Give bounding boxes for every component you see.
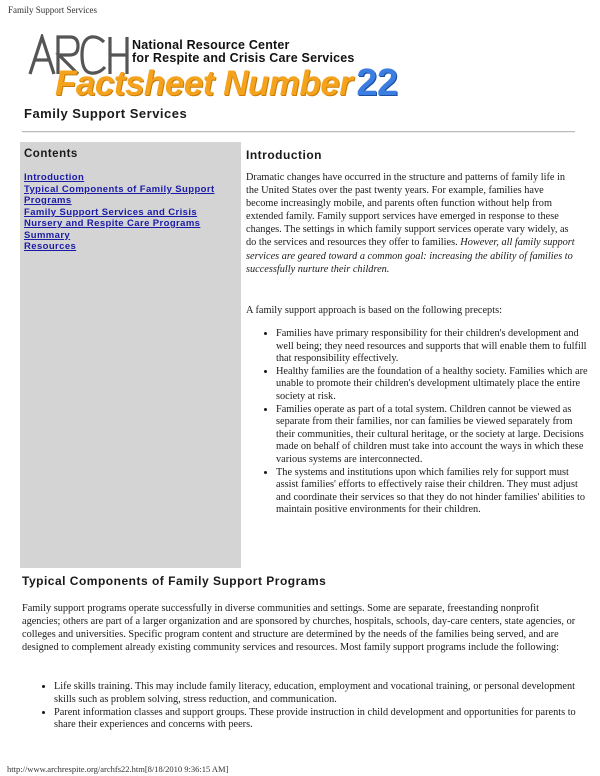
contents-list <box>24 172 236 253</box>
toc-link-typical-components[interactable]: Typical Components of Family Support Programs <box>24 183 215 206</box>
introduction-paragraph <box>246 171 576 276</box>
typical-components-heading: Typical Components of Family Support Programs <box>22 574 327 588</box>
toc-link-introduction[interactable]: Introduction <box>24 172 85 183</box>
toc-item <box>24 184 236 207</box>
components-list <box>40 681 584 732</box>
factsheet-label: Factsheet Number <box>55 64 353 103</box>
footer-url: http://www.archrespite.org/archfs22.htm[8/18/2010 9:36:15 AM] <box>7 764 229 774</box>
toc-link-crisis-nursery[interactable]: Family Support Services and Crisis Nursery and Respite Care Programs <box>24 206 201 229</box>
toc-item <box>24 241 236 253</box>
introduction-emphasis: However, all family support services are geared toward a common goal: increasing the ability of families to successfully nurture their children. <box>246 237 575 275</box>
org-name-line2: for Respite and Crisis Care Services <box>132 51 355 65</box>
factsheet-number: 22 <box>356 62 398 104</box>
component-item: • Parent information classes and support groups. These provide instruction in child development and opportunities for parents to share their experiences and concerns with peers. <box>54 707 584 733</box>
precept-item: • Families have primary responsibility for their children's development and well being; they need resources and supports that will enable them to fulfill that responsibility effectively. <box>276 328 588 366</box>
org-name-line1: National Resource Center <box>132 38 290 52</box>
introduction-heading: Introduction <box>246 148 322 162</box>
toc-item <box>24 230 236 242</box>
toc-item <box>24 207 236 230</box>
toc-link-resources[interactable]: Resources <box>24 241 77 252</box>
factsheet-banner <box>55 62 398 105</box>
toc-link-summary[interactable]: Summary <box>24 229 71 241</box>
precepts-lead: A family support approach is based on the following precepts: <box>246 305 502 316</box>
toc-item <box>24 172 236 184</box>
contents-sidebar <box>20 142 241 568</box>
precept-item: • Healthy families are the foundation of a healthy society. Families which are unable to promote their children's development ultimately place the entire society at risk. <box>276 366 588 404</box>
precepts-list <box>262 328 588 517</box>
precept-item: • The systems and institutions upon which families rely for support must assist families' efforts to effectively raise their children. They must adjust and coordinate their services so that they do not hinder families' abilities to maintain positive environments for their children. <box>276 467 588 517</box>
typical-components-paragraph: Family support programs operate successfully in diverse communities and settings. Some are separate, freestanding nonprofit agencies; others are part of a larger organization and are sponsored by churches, hospitals, schools, day-care centers, state agencies, or colleges and universities. Specific program content and structure are determined by the needs of the families being served, and are designed to complement already existing community services and resources. Most family support programs include the following: <box>22 603 576 653</box>
component-item: • Life skills training. This may include family literacy, education, employment and vocational training, or personal development skills such as problem solving, stress reduction, and communication. <box>54 681 584 707</box>
introduction-text: Dramatic changes have occurred in the structure and patterns of family life in the United States over the past twenty years. For example, families have become increasingly mobile, and parents often function without help from extended family. Family support services have emerged in response to these changes. The settings in which family support services operate vary widely, as do the services and resources they offer to families. <box>246 172 569 249</box>
divider <box>22 131 575 133</box>
page-title: Family Support Services <box>24 106 188 121</box>
contents-title: Contents <box>24 148 78 160</box>
browser-tab-title: Family Support Services <box>8 5 97 15</box>
precept-item: • Families operate as part of a total system. Children cannot be viewed as separate from their families, nor can families be viewed separately from their communities, their cultural heritage, or the society at large. Decisions made on behalf of children must take into account the ways in which these various systems are interconnected. <box>276 404 588 467</box>
